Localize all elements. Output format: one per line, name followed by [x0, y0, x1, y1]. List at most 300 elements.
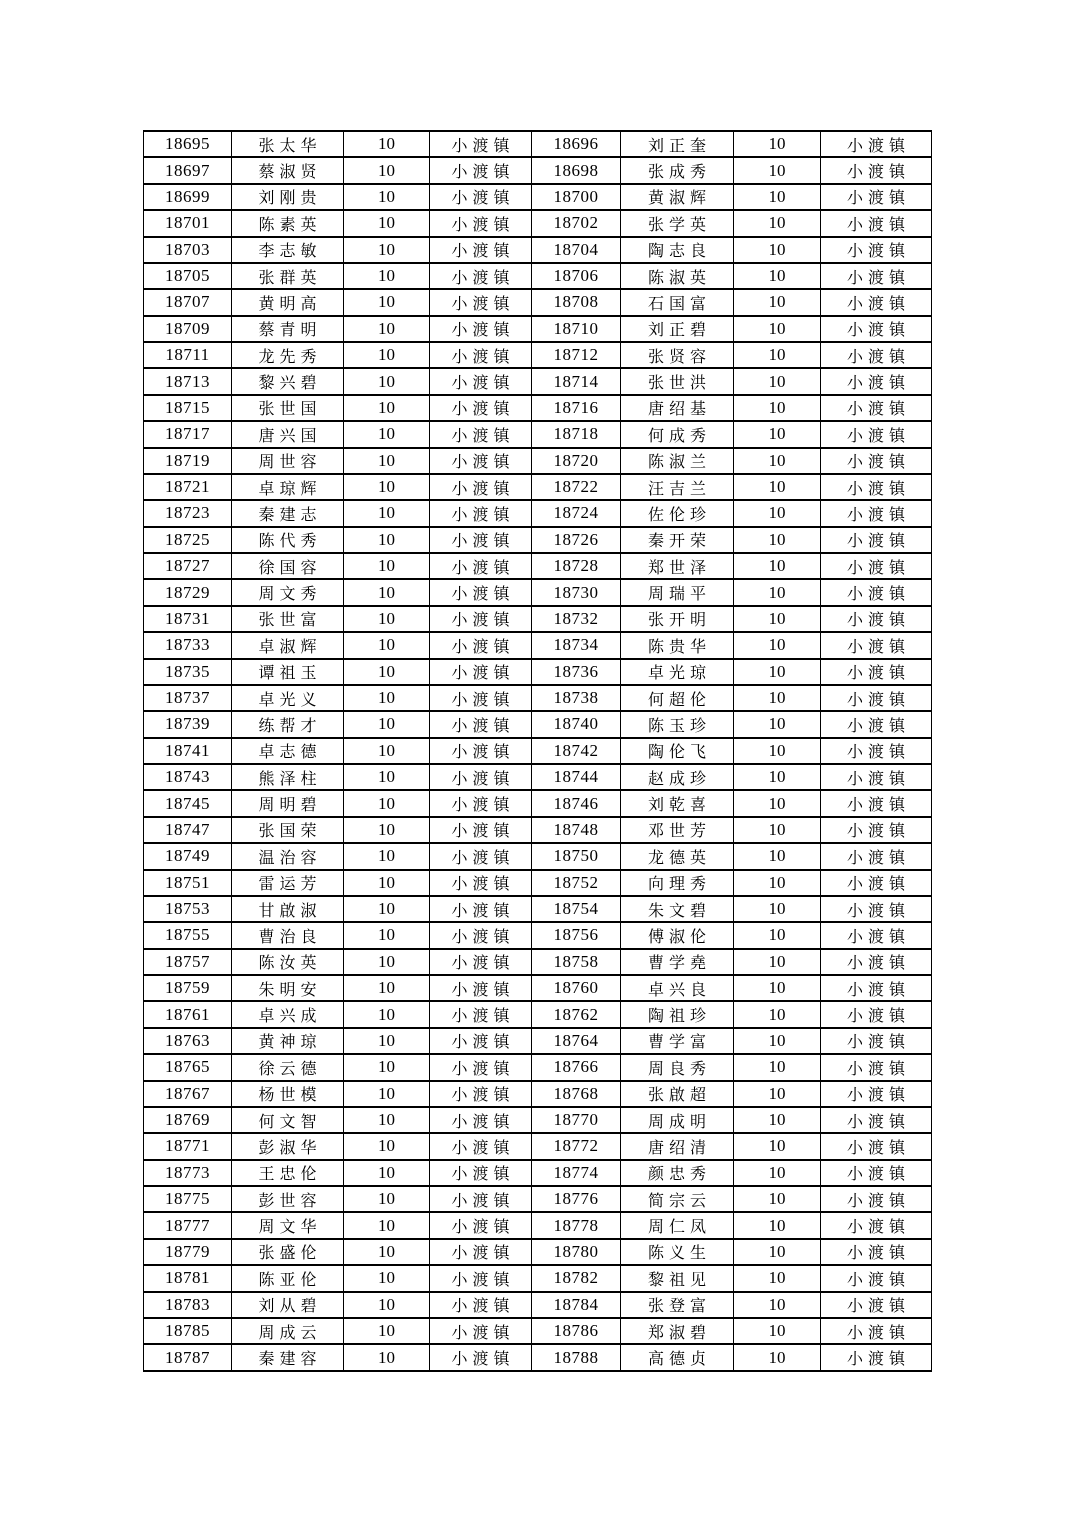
name-cell: 卓光义 — [232, 685, 344, 711]
name-cell: 卓兴成 — [232, 1001, 344, 1027]
table-row — [144, 896, 932, 922]
table-row — [144, 1160, 932, 1186]
town-cell: 小渡镇 — [821, 210, 932, 236]
serial-cell: 18714 — [532, 368, 621, 394]
serial-cell: 18759 — [144, 975, 232, 1001]
name-cell: 陈淑兰 — [621, 448, 734, 474]
town-cell: 小渡镇 — [430, 527, 532, 553]
serial-cell: 18731 — [144, 606, 232, 632]
town-cell: 小渡镇 — [821, 1133, 932, 1159]
town-cell: 小渡镇 — [430, 1081, 532, 1107]
serial-cell: 18710 — [532, 316, 621, 342]
amount-cell: 10 — [734, 421, 821, 447]
serial-cell: 18735 — [144, 659, 232, 685]
table-row — [144, 1028, 932, 1054]
serial-cell: 18719 — [144, 448, 232, 474]
amount-cell: 10 — [344, 579, 430, 605]
serial-cell: 18757 — [144, 949, 232, 975]
town-cell: 小渡镇 — [430, 421, 532, 447]
serial-cell: 18762 — [532, 1001, 621, 1027]
town-cell: 小渡镇 — [430, 1344, 532, 1371]
town-cell: 小渡镇 — [821, 289, 932, 315]
amount-cell: 10 — [734, 579, 821, 605]
amount-cell: 10 — [734, 896, 821, 922]
town-cell: 小渡镇 — [821, 764, 932, 790]
amount-cell: 10 — [344, 817, 430, 843]
amount-cell: 10 — [734, 553, 821, 579]
amount-cell: 10 — [734, 1265, 821, 1291]
amount-cell: 10 — [344, 1081, 430, 1107]
amount-cell: 10 — [344, 606, 430, 632]
name-cell: 朱明安 — [232, 975, 344, 1001]
amount-cell: 10 — [734, 685, 821, 711]
table-row — [144, 949, 932, 975]
serial-cell: 18700 — [532, 184, 621, 210]
serial-cell: 18755 — [144, 922, 232, 948]
serial-cell: 18775 — [144, 1186, 232, 1212]
amount-cell: 10 — [734, 184, 821, 210]
serial-cell: 18756 — [532, 922, 621, 948]
serial-cell: 18703 — [144, 237, 232, 263]
table-row — [144, 606, 932, 632]
name-cell: 张群英 — [232, 263, 344, 289]
town-cell: 小渡镇 — [821, 1292, 932, 1318]
name-cell: 黄淑辉 — [621, 184, 734, 210]
amount-cell: 10 — [344, 316, 430, 342]
town-cell: 小渡镇 — [821, 817, 932, 843]
name-cell: 周仁凤 — [621, 1212, 734, 1238]
amount-cell: 10 — [734, 922, 821, 948]
serial-cell: 18780 — [532, 1239, 621, 1265]
town-cell: 小渡镇 — [430, 289, 532, 315]
table-row — [144, 1133, 932, 1159]
name-cell: 汪吉兰 — [621, 474, 734, 500]
town-cell: 小渡镇 — [821, 157, 932, 183]
amount-cell: 10 — [344, 448, 430, 474]
name-cell: 何成秀 — [621, 421, 734, 447]
name-cell: 赵成珍 — [621, 764, 734, 790]
table-row — [144, 527, 932, 553]
table-row — [144, 448, 932, 474]
name-cell: 刘正奎 — [621, 131, 734, 157]
serial-cell: 18753 — [144, 896, 232, 922]
amount-cell: 10 — [344, 711, 430, 737]
name-cell: 甘啟淑 — [232, 896, 344, 922]
name-cell: 黎兴碧 — [232, 368, 344, 394]
name-cell: 秦开荣 — [621, 527, 734, 553]
serial-cell: 18722 — [532, 474, 621, 500]
table-row — [144, 1001, 932, 1027]
serial-cell: 18697 — [144, 157, 232, 183]
amount-cell: 10 — [344, 553, 430, 579]
table-row — [144, 342, 932, 368]
serial-cell: 18748 — [532, 817, 621, 843]
serial-cell: 18708 — [532, 289, 621, 315]
name-cell: 陈汝英 — [232, 949, 344, 975]
amount-cell: 10 — [734, 738, 821, 764]
name-cell: 向理秀 — [621, 870, 734, 896]
serial-cell: 18727 — [144, 553, 232, 579]
town-cell: 小渡镇 — [430, 922, 532, 948]
amount-cell: 10 — [734, 289, 821, 315]
serial-cell: 18777 — [144, 1212, 232, 1238]
amount-cell: 10 — [344, 1292, 430, 1318]
amount-cell: 10 — [344, 843, 430, 869]
amount-cell: 10 — [344, 1344, 430, 1371]
town-cell: 小渡镇 — [821, 448, 932, 474]
amount-cell: 10 — [344, 896, 430, 922]
amount-cell: 10 — [344, 527, 430, 553]
town-cell: 小渡镇 — [821, 237, 932, 263]
amount-cell: 10 — [344, 1054, 430, 1080]
name-cell: 刘刚贵 — [232, 184, 344, 210]
serial-cell: 18768 — [532, 1081, 621, 1107]
serial-cell: 18750 — [532, 843, 621, 869]
town-cell: 小渡镇 — [821, 949, 932, 975]
amount-cell: 10 — [344, 263, 430, 289]
serial-cell: 18771 — [144, 1133, 232, 1159]
amount-cell: 10 — [344, 289, 430, 315]
serial-cell: 18713 — [144, 368, 232, 394]
town-cell: 小渡镇 — [821, 1186, 932, 1212]
table-row — [144, 922, 932, 948]
name-cell: 佐伦珍 — [621, 500, 734, 526]
serial-cell: 18769 — [144, 1107, 232, 1133]
amount-cell: 10 — [734, 1107, 821, 1133]
town-cell: 小渡镇 — [430, 1107, 532, 1133]
name-cell: 陈贵华 — [621, 632, 734, 658]
serial-cell: 18781 — [144, 1265, 232, 1291]
town-cell: 小渡镇 — [430, 1265, 532, 1291]
name-cell: 李志敏 — [232, 237, 344, 263]
name-cell: 刘乾喜 — [621, 790, 734, 816]
serial-cell: 18783 — [144, 1292, 232, 1318]
amount-cell: 10 — [734, 210, 821, 236]
town-cell: 小渡镇 — [430, 606, 532, 632]
name-cell: 龙先秀 — [232, 342, 344, 368]
amount-cell: 10 — [344, 949, 430, 975]
name-cell: 张开明 — [621, 606, 734, 632]
name-cell: 张国荣 — [232, 817, 344, 843]
town-cell: 小渡镇 — [821, 896, 932, 922]
amount-cell: 10 — [344, 922, 430, 948]
town-cell: 小渡镇 — [430, 738, 532, 764]
amount-cell: 10 — [734, 1054, 821, 1080]
name-cell: 卓志德 — [232, 738, 344, 764]
name-cell: 周成云 — [232, 1318, 344, 1344]
name-cell: 陶伦飞 — [621, 738, 734, 764]
town-cell: 小渡镇 — [821, 1054, 932, 1080]
name-cell: 何超伦 — [621, 685, 734, 711]
name-cell: 张盛伦 — [232, 1239, 344, 1265]
roster-body — [144, 131, 932, 1371]
town-cell: 小渡镇 — [430, 448, 532, 474]
amount-cell: 10 — [734, 527, 821, 553]
serial-cell: 18778 — [532, 1212, 621, 1238]
town-cell: 小渡镇 — [821, 131, 932, 157]
town-cell: 小渡镇 — [821, 1001, 932, 1027]
serial-cell: 18786 — [532, 1318, 621, 1344]
town-cell: 小渡镇 — [430, 263, 532, 289]
town-cell: 小渡镇 — [821, 1107, 932, 1133]
name-cell: 陶祖珍 — [621, 1001, 734, 1027]
town-cell: 小渡镇 — [430, 342, 532, 368]
amount-cell: 10 — [734, 870, 821, 896]
town-cell: 小渡镇 — [430, 1318, 532, 1344]
serial-cell: 18758 — [532, 949, 621, 975]
town-cell: 小渡镇 — [430, 1160, 532, 1186]
name-cell: 唐兴国 — [232, 421, 344, 447]
name-cell: 周良秀 — [621, 1054, 734, 1080]
name-cell: 蔡青明 — [232, 316, 344, 342]
amount-cell: 10 — [344, 1212, 430, 1238]
amount-cell: 10 — [344, 1028, 430, 1054]
serial-cell: 18709 — [144, 316, 232, 342]
amount-cell: 10 — [734, 659, 821, 685]
serial-cell: 18707 — [144, 289, 232, 315]
amount-cell: 10 — [344, 1160, 430, 1186]
town-cell: 小渡镇 — [430, 131, 532, 157]
name-cell: 唐绍基 — [621, 395, 734, 421]
town-cell: 小渡镇 — [821, 870, 932, 896]
amount-cell: 10 — [344, 632, 430, 658]
serial-cell: 18712 — [532, 342, 621, 368]
town-cell: 小渡镇 — [430, 843, 532, 869]
amount-cell: 10 — [734, 157, 821, 183]
table-row — [144, 421, 932, 447]
town-cell: 小渡镇 — [821, 263, 932, 289]
serial-cell: 18784 — [532, 1292, 621, 1318]
roster-table — [143, 130, 932, 1372]
name-cell: 蔡淑贤 — [232, 157, 344, 183]
town-cell: 小渡镇 — [430, 368, 532, 394]
serial-cell: 18742 — [532, 738, 621, 764]
serial-cell: 18718 — [532, 421, 621, 447]
amount-cell: 10 — [734, 632, 821, 658]
town-cell: 小渡镇 — [821, 711, 932, 737]
town-cell: 小渡镇 — [430, 1054, 532, 1080]
town-cell: 小渡镇 — [821, 1265, 932, 1291]
name-cell: 张世国 — [232, 395, 344, 421]
amount-cell: 10 — [734, 1239, 821, 1265]
name-cell: 彭世容 — [232, 1186, 344, 1212]
town-cell: 小渡镇 — [430, 1239, 532, 1265]
serial-cell: 18734 — [532, 632, 621, 658]
name-cell: 唐绍清 — [621, 1133, 734, 1159]
serial-cell: 18741 — [144, 738, 232, 764]
name-cell: 杨世模 — [232, 1081, 344, 1107]
amount-cell: 10 — [734, 263, 821, 289]
table-row — [144, 817, 932, 843]
amount-cell: 10 — [734, 131, 821, 157]
amount-cell: 10 — [734, 448, 821, 474]
name-cell: 曹学堯 — [621, 949, 734, 975]
town-cell: 小渡镇 — [821, 368, 932, 394]
table-row — [144, 790, 932, 816]
serial-cell: 18723 — [144, 500, 232, 526]
serial-cell: 18738 — [532, 685, 621, 711]
amount-cell: 10 — [344, 738, 430, 764]
amount-cell: 10 — [734, 1160, 821, 1186]
name-cell: 刘正碧 — [621, 316, 734, 342]
town-cell: 小渡镇 — [430, 1212, 532, 1238]
serial-cell: 18701 — [144, 210, 232, 236]
serial-cell: 18695 — [144, 131, 232, 157]
amount-cell: 10 — [734, 316, 821, 342]
serial-cell: 18699 — [144, 184, 232, 210]
town-cell: 小渡镇 — [430, 1028, 532, 1054]
town-cell: 小渡镇 — [430, 685, 532, 711]
town-cell: 小渡镇 — [821, 553, 932, 579]
serial-cell: 18725 — [144, 527, 232, 553]
table-row — [144, 738, 932, 764]
name-cell: 王忠伦 — [232, 1160, 344, 1186]
name-cell: 简宗云 — [621, 1186, 734, 1212]
serial-cell: 18736 — [532, 659, 621, 685]
name-cell: 郑淑碧 — [621, 1318, 734, 1344]
serial-cell: 18705 — [144, 263, 232, 289]
town-cell: 小渡镇 — [430, 395, 532, 421]
serial-cell: 18737 — [144, 685, 232, 711]
serial-cell: 18743 — [144, 764, 232, 790]
name-cell: 陈玉珍 — [621, 711, 734, 737]
amount-cell: 10 — [734, 606, 821, 632]
name-cell: 黎祖见 — [621, 1265, 734, 1291]
amount-cell: 10 — [734, 500, 821, 526]
table-row — [144, 237, 932, 263]
table-row — [144, 1212, 932, 1238]
table-row — [144, 764, 932, 790]
serial-cell: 18724 — [532, 500, 621, 526]
serial-cell: 18711 — [144, 342, 232, 368]
serial-cell: 18788 — [532, 1344, 621, 1371]
serial-cell: 18772 — [532, 1133, 621, 1159]
serial-cell: 18745 — [144, 790, 232, 816]
serial-cell: 18698 — [532, 157, 621, 183]
amount-cell: 10 — [344, 1001, 430, 1027]
serial-cell: 18776 — [532, 1186, 621, 1212]
town-cell: 小渡镇 — [430, 500, 532, 526]
amount-cell: 10 — [344, 764, 430, 790]
town-cell: 小渡镇 — [821, 1318, 932, 1344]
name-cell: 周成明 — [621, 1107, 734, 1133]
table-row — [144, 1054, 932, 1080]
name-cell: 高德贞 — [621, 1344, 734, 1371]
serial-cell: 18764 — [532, 1028, 621, 1054]
serial-cell: 18787 — [144, 1344, 232, 1371]
name-cell: 卓兴良 — [621, 975, 734, 1001]
table-row — [144, 263, 932, 289]
town-cell: 小渡镇 — [430, 711, 532, 737]
serial-cell: 18715 — [144, 395, 232, 421]
name-cell: 张太华 — [232, 131, 344, 157]
name-cell: 陈义生 — [621, 1239, 734, 1265]
town-cell: 小渡镇 — [821, 579, 932, 605]
serial-cell: 18763 — [144, 1028, 232, 1054]
name-cell: 郑世泽 — [621, 553, 734, 579]
amount-cell: 10 — [344, 975, 430, 1001]
name-cell: 曹学富 — [621, 1028, 734, 1054]
amount-cell: 10 — [734, 1133, 821, 1159]
amount-cell: 10 — [344, 1133, 430, 1159]
serial-cell: 18729 — [144, 579, 232, 605]
amount-cell: 10 — [344, 870, 430, 896]
name-cell: 秦建容 — [232, 1344, 344, 1371]
amount-cell: 10 — [344, 790, 430, 816]
town-cell: 小渡镇 — [430, 474, 532, 500]
town-cell: 小渡镇 — [821, 606, 932, 632]
town-cell: 小渡镇 — [430, 817, 532, 843]
table-row — [144, 1265, 932, 1291]
serial-cell: 18702 — [532, 210, 621, 236]
name-cell: 曹治良 — [232, 922, 344, 948]
serial-cell: 18730 — [532, 579, 621, 605]
amount-cell: 10 — [734, 1344, 821, 1371]
table-row — [144, 1344, 932, 1371]
town-cell: 小渡镇 — [821, 395, 932, 421]
amount-cell: 10 — [344, 1265, 430, 1291]
amount-cell: 10 — [734, 790, 821, 816]
table-row — [144, 553, 932, 579]
serial-cell: 18716 — [532, 395, 621, 421]
serial-cell: 18749 — [144, 843, 232, 869]
town-cell: 小渡镇 — [821, 1081, 932, 1107]
town-cell: 小渡镇 — [821, 632, 932, 658]
town-cell: 小渡镇 — [821, 685, 932, 711]
name-cell: 温治容 — [232, 843, 344, 869]
serial-cell: 18785 — [144, 1318, 232, 1344]
amount-cell: 10 — [734, 1292, 821, 1318]
town-cell: 小渡镇 — [821, 790, 932, 816]
amount-cell: 10 — [344, 342, 430, 368]
name-cell: 卓淑辉 — [232, 632, 344, 658]
serial-cell: 18696 — [532, 131, 621, 157]
town-cell: 小渡镇 — [821, 922, 932, 948]
table-row — [144, 474, 932, 500]
amount-cell: 10 — [344, 421, 430, 447]
table-row — [144, 316, 932, 342]
town-cell: 小渡镇 — [430, 210, 532, 236]
amount-cell: 10 — [734, 1212, 821, 1238]
name-cell: 刘从碧 — [232, 1292, 344, 1318]
serial-cell: 18766 — [532, 1054, 621, 1080]
name-cell: 熊泽柱 — [232, 764, 344, 790]
serial-cell: 18770 — [532, 1107, 621, 1133]
amount-cell: 10 — [734, 1001, 821, 1027]
town-cell: 小渡镇 — [430, 659, 532, 685]
name-cell: 练帮才 — [232, 711, 344, 737]
name-cell: 卓光琼 — [621, 659, 734, 685]
name-cell: 周文华 — [232, 1212, 344, 1238]
table-row — [144, 500, 932, 526]
serial-cell: 18739 — [144, 711, 232, 737]
serial-cell: 18733 — [144, 632, 232, 658]
amount-cell: 10 — [734, 1186, 821, 1212]
town-cell: 小渡镇 — [430, 1292, 532, 1318]
name-cell: 徐云德 — [232, 1054, 344, 1080]
name-cell: 陈淑英 — [621, 263, 734, 289]
town-cell: 小渡镇 — [430, 975, 532, 1001]
table-row — [144, 632, 932, 658]
town-cell: 小渡镇 — [430, 896, 532, 922]
serial-cell: 18752 — [532, 870, 621, 896]
table-row — [144, 157, 932, 183]
table-row — [144, 1081, 932, 1107]
town-cell: 小渡镇 — [821, 1212, 932, 1238]
amount-cell: 10 — [344, 237, 430, 263]
town-cell: 小渡镇 — [821, 500, 932, 526]
serial-cell: 18782 — [532, 1265, 621, 1291]
